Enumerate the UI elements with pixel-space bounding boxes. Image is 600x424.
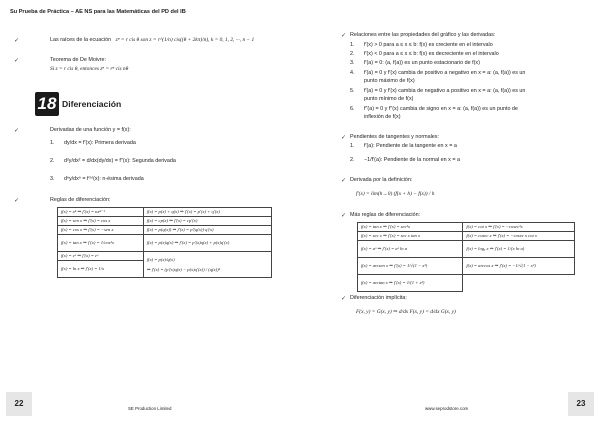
item-number: 1.	[350, 143, 355, 149]
page-number: 23	[576, 399, 586, 408]
more-rules-title: Más reglas de diferenciación:	[350, 212, 421, 218]
roots-item	[50, 37, 254, 44]
table-cell-empty	[463, 275, 575, 292]
item-text: punto mínimo de f(x)	[364, 96, 414, 102]
chapter-title: Diferenciación	[62, 99, 122, 109]
rules-table	[57, 207, 272, 278]
item-text: −1/f′(a): Pendiente de la normal en x = a	[364, 157, 461, 163]
item-number: 6.	[350, 106, 355, 112]
table-cell: f(x) = arcsen x ⇒ f′(x) = 1/√(1 − x²)	[358, 258, 463, 275]
deriv-item-number: 3.	[50, 176, 55, 182]
props-item	[350, 78, 415, 85]
item-text: punto máximo de f(x)	[364, 78, 415, 84]
item-text: f′(x) > 0 para a ≤ x ≤ b: f(x) es creciente en el intervalo	[364, 42, 493, 48]
table-cell: f(x) = eˣ ⇒ f′(x) = eˣ	[58, 252, 144, 261]
demoivre-title: Teorema de De Moivre:	[50, 57, 107, 63]
check-icon: ✓	[14, 198, 20, 204]
table-cell: f(x) = arccos x ⇒ f′(x) = −1/√(1 − x²)	[463, 258, 575, 275]
props-item	[350, 60, 480, 67]
table-cell: f(x) = arctan x ⇒ f′(x) = 1/(1 + x²)	[358, 275, 463, 292]
deriv-item-number: 1.	[50, 140, 55, 146]
props-item	[350, 106, 518, 113]
props-item	[350, 96, 413, 103]
implicit-formula: F(x, y) = G(x, y) ⇒ d/dx F(x, y) = d/dx G(x, y)	[356, 309, 456, 315]
table-cell: f(x) = cosec x ⇒ f′(x) = −cosec x cot x	[463, 232, 575, 241]
check-icon: ✓	[14, 58, 20, 64]
deriv-item	[50, 158, 176, 165]
table-cell: f(x) = ln x ⇒ f′(x) = 1/x	[58, 261, 144, 278]
table-cell: f(x) = p(x) + q(x) ⇒ f′(x) = p′(x) + q′(x)	[143, 208, 271, 217]
table-row	[58, 208, 272, 217]
page-number-box	[6, 392, 32, 416]
table-row	[58, 235, 272, 252]
table-row	[58, 252, 272, 261]
slopes-item	[350, 143, 457, 150]
right-page	[300, 0, 600, 424]
props-title: Relaciones entre las propiedades del gráfico y las derivadas:	[350, 32, 496, 38]
item-text: f′(a) = 0: (a, f(a)) es un punto estacionario de f(x)	[364, 60, 480, 66]
props-item	[350, 88, 525, 95]
check-icon: ✓	[341, 33, 347, 39]
table-cell: f(x) = cot x ⇒ f′(x) = −cosec²x	[463, 223, 575, 232]
props-item	[350, 114, 401, 121]
implicit-title: Diferenciación implícita:	[350, 295, 407, 301]
slopes-item	[350, 157, 460, 164]
table-cell: f(x) = cp(x) ⇒ f′(x) = cp′(x)	[143, 217, 271, 226]
table-cell: f(x) = cos x ⇒ f′(x) = −sen x	[58, 226, 144, 235]
item-text: f′(a): Pendiente de la tangente en x = a	[364, 143, 457, 149]
roots-formula: zⁿ = r cis θ son z = r^(1/n) cis((θ + 2kπ)/n), k = 0, 1, 2, ···, n − 1	[115, 37, 255, 43]
item-text: f′(a) = 0 y f′(x) cambia de negativo a positivo en x = a: (a, f(a)) es un	[364, 88, 526, 94]
table-cell: f(x) = p(x)q(x) ⇒ f′(x) = p′(x)q(x) + p(x)q′(x)	[143, 235, 271, 252]
props-item	[350, 70, 525, 77]
deriv-item	[50, 176, 144, 183]
defn-title: Derivada por la definición:	[350, 177, 413, 183]
derivatives-title: Derivadas de una función y = f(x):	[50, 127, 131, 133]
item-number: 3.	[350, 60, 355, 66]
item-text: f″(a) = 0 y f″(x) cambia de signo en x = a: (a, f(a)) es un punto de	[364, 106, 518, 112]
demoivre-text: Si z = r cis θ, entonces zⁿ = rⁿ cis nθ	[50, 66, 129, 72]
table-row	[358, 232, 575, 241]
table-cell: f(x) = aˣ ⇒ f′(x) = aˣ ln a	[358, 241, 463, 258]
quotient-rule-line: f(x) = p(x)/q(x)	[146, 256, 175, 262]
table-row	[58, 226, 272, 235]
props-item	[350, 42, 493, 49]
item-text: f′(a) = 0 y f′(x) cambia de positivo a negativo en x = a: (a, f(a)) es un	[364, 70, 526, 76]
deriv-item-number: 2.	[50, 158, 55, 164]
item-text: f′(x) < 0 para a ≤ x ≤ b: f(x) es decreciente en el intervalo	[364, 51, 499, 57]
check-icon: ✓	[341, 135, 347, 141]
props-item	[350, 51, 499, 58]
deriv-item-text: dy/dx = f′(x): Primera derivada	[64, 140, 136, 146]
check-icon: ✓	[14, 38, 20, 44]
item-number: 5.	[350, 88, 355, 94]
chapter-number-badge: 18	[35, 92, 59, 116]
table-cell	[143, 252, 271, 278]
deriv-item	[50, 140, 136, 147]
footer-website: www.seprodstore.com	[425, 406, 469, 411]
page-number: 22	[14, 399, 24, 408]
table-cell: f(x) = p(q(x)) ⇒ f′(x) = p′(q(x))·q′(x)	[143, 226, 271, 235]
table-cell: f(x) = sec x ⇒ f′(x) = sec x tan x	[358, 232, 463, 241]
check-icon: ✓	[341, 178, 347, 184]
check-icon: ✓	[14, 128, 20, 134]
deriv-item-text: dⁿy/dxⁿ = f⁽ⁿ⁾(x): n-ésima derivada	[64, 176, 144, 182]
footer-publisher: SE Production Limited	[128, 406, 172, 411]
table-cell: f(x) = xⁿ ⇒ f′(x) = nxⁿ⁻¹	[58, 208, 144, 217]
roots-label: Las raíces de la ecuación	[50, 37, 112, 43]
quotient-rule-result: ⇒ f′(x) = (p′(x)q(x) − p(x)q′(x)) / (q(x))²	[146, 266, 221, 272]
item-number: 2.	[350, 51, 355, 57]
table-cell: f(x) = tan x ⇒ f′(x) = 1/cos²x	[58, 235, 144, 252]
defn-formula: f′(x) = lim(h→0) (f(x + h) − f(x)) / h	[356, 191, 435, 197]
check-icon: ✓	[341, 213, 347, 219]
table-cell: f(x) = logₐ x ⇒ f′(x) = 1/(x ln a)	[463, 241, 575, 258]
table-row	[358, 241, 575, 258]
item-number: 2.	[350, 157, 355, 163]
page-header-title: Su Prueba de Práctica – AE NS para las Matemáticas del PD del IB	[10, 9, 186, 15]
deriv-item-text: d²y/dx² = d/dx(dy/dx) = f″(x): Segunda derivada	[64, 158, 176, 164]
page-number-box	[568, 392, 594, 416]
more-rules-table	[357, 222, 575, 292]
item-number: 1.	[350, 42, 355, 48]
slopes-title: Pendientes de tangentes y normales:	[350, 134, 440, 140]
check-icon: ✓	[341, 296, 347, 302]
rules-title: Reglas de diferenciación:	[50, 197, 111, 203]
table-row	[358, 258, 575, 275]
table-row	[358, 223, 575, 232]
table-row	[358, 275, 575, 292]
item-text: inflexión de f(x)	[364, 114, 401, 120]
table-row	[58, 217, 272, 226]
table-cell: f(x) = tan x ⇒ f′(x) = sec²x	[358, 223, 463, 232]
table-cell: f(x) = sen x ⇒ f′(x) = cos x	[58, 217, 144, 226]
item-number: 4.	[350, 70, 355, 76]
